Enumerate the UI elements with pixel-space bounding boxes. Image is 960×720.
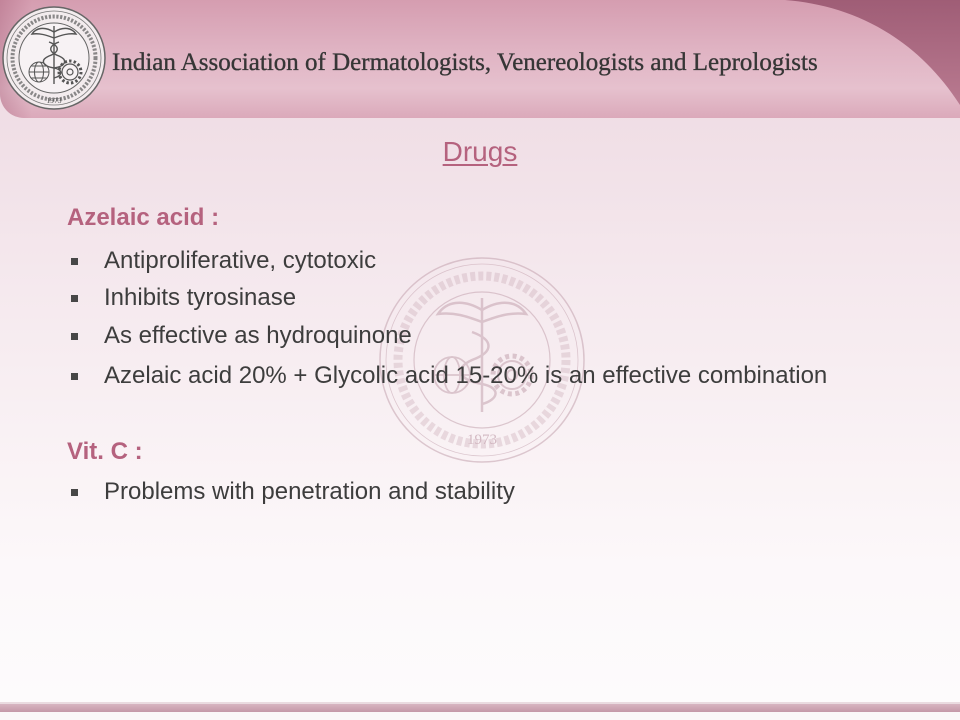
bullet-text: As effective as hydroquinone — [104, 322, 412, 349]
bullet-item — [71, 284, 296, 312]
bullet-text: Azelaic acid 20% + Glycolic acid 15-20% is an effective combination — [104, 362, 828, 389]
bullet-text: Antiproliferative, cytotoxic — [104, 247, 377, 274]
slide-title: Drugs — [442, 136, 518, 167]
section-heading-vit-c: Vit. C : — [67, 438, 143, 465]
square-bullet-icon — [71, 489, 78, 496]
association-logo — [0, 2, 110, 114]
section-heading-azelaic-acid: Azelaic acid : — [67, 204, 220, 231]
bullet-item — [71, 362, 827, 390]
bullet-text: Problems with penetration and stability — [104, 478, 515, 505]
bullet-item — [71, 247, 376, 275]
square-bullet-icon — [71, 333, 78, 340]
caduceus-icon — [438, 298, 526, 412]
square-bullet-icon — [71, 295, 78, 302]
bullet-item — [71, 322, 412, 350]
footer-stripe — [0, 704, 960, 712]
watermark-year: 1973 — [467, 432, 497, 448]
logo-year: 1973 — [46, 96, 62, 105]
header-banner — [0, 0, 960, 118]
bullet-text: Inhibits tyrosinase — [104, 284, 297, 311]
footer-margin — [0, 712, 960, 720]
square-bullet-icon — [71, 258, 78, 265]
bullet-item — [71, 478, 515, 506]
square-bullet-icon — [71, 373, 78, 380]
watermark-seal — [362, 240, 602, 470]
organization-name: Indian Association of Dermatologists, Venereologists and Leprologists — [112, 49, 818, 76]
